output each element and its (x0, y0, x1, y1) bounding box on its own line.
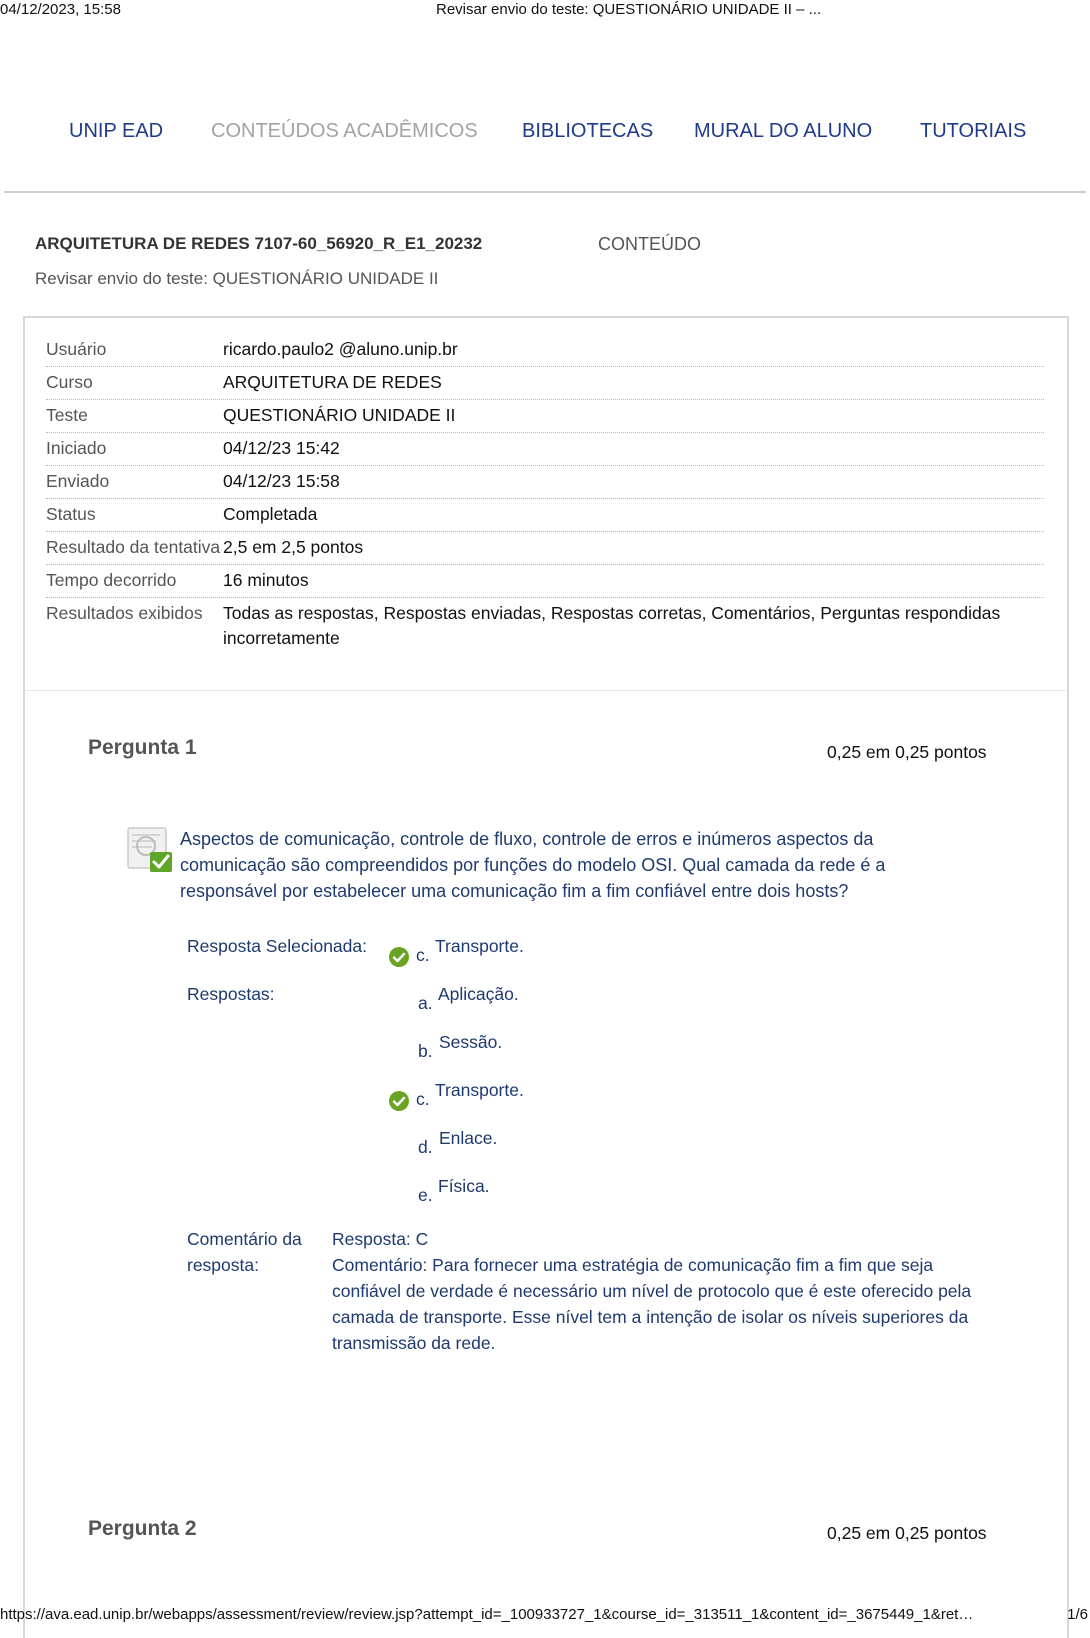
info-value: 04/12/23 15:58 (223, 471, 340, 491)
option-d-letter: d. (418, 1137, 433, 1157)
correct-check-icon (388, 946, 410, 968)
nav-mural-do-aluno[interactable]: MURAL DO ALUNO (694, 120, 873, 142)
selected-answer-letter: c. (416, 945, 430, 965)
comment-answer: Resposta: C (332, 1229, 429, 1249)
info-value: Completada (223, 504, 318, 524)
info-value: 04/12/23 15:42 (223, 438, 340, 458)
selected-answer-text: Transporte. (435, 936, 524, 956)
info-label: Enviado (46, 471, 110, 491)
info-label: Usuário (46, 339, 107, 359)
question-2-points: 0,25 em 0,25 pontos (827, 1523, 987, 1543)
question-1-points: 0,25 em 0,25 pontos (827, 742, 987, 762)
info-row-test (46, 400, 1044, 433)
option-d-text: Enlace. (439, 1128, 498, 1148)
question-1-text: Aspectos de comunicação, controle de fluxo, controle de erros e inúmeros aspectos da comunicação são compreendidos por funções do modelo OSI. Qual camada da rede é a responsável por estabelecer uma comunicação fim a fim confiável entre dois hosts? (180, 829, 886, 901)
print-page-number: 1/6 (1067, 1606, 1088, 1623)
nav-divider (4, 191, 1086, 193)
info-label: Status (46, 504, 96, 524)
info-divider (24, 690, 1066, 691)
info-label: Teste (46, 405, 88, 425)
info-row-user (46, 334, 1044, 367)
info-value: Todas as respostas, Respostas enviadas, Respostas corretas, Comentários, Perguntas respondidas incorretamente (223, 603, 1001, 648)
breadcrumb-course[interactable]: ARQUITETURA DE REDES 7107-60_56920_R_E1_20232 (35, 234, 483, 253)
info-value: 16 minutos (223, 570, 309, 590)
correct-question-icon (126, 826, 174, 874)
option-a-text: Aplicação. (438, 984, 519, 1004)
comment-text: Comentário: Para fornecer uma estratégia de comunicação fim a fim que seja confiável de verdade é necessário um nível de protocolo que é este oferecido pela camada de transporte. Esse nível tem a intenção de isolar os níveis superiores da transmissão da rede. (332, 1255, 972, 1353)
info-value: ricardo.paulo2 @aluno.unip.br (223, 339, 458, 359)
info-label: Iniciado (46, 438, 107, 458)
option-c-letter: c. (416, 1089, 430, 1109)
option-c-text: Transporte. (435, 1080, 524, 1100)
info-label: Resultado da tentativa (46, 537, 221, 557)
info-value: QUESTIONÁRIO UNIDADE II (223, 405, 456, 425)
question-2-title: Pergunta 2 (88, 1517, 197, 1540)
info-label: Curso (46, 372, 93, 392)
nav-bibliotecas[interactable]: BIBLIOTECAS (522, 120, 654, 142)
info-value: 2,5 em 2,5 pontos (223, 537, 364, 557)
page-title: Revisar envio do teste: QUESTIONÁRIO UNIDADE II (35, 269, 439, 288)
nav-conteudos-academicos[interactable]: CONTEÚDOS ACADÊMICOS (211, 120, 478, 142)
info-value: ARQUITETURA DE REDES (223, 372, 442, 392)
print-page-title: Revisar envio do teste: QUESTIONÁRIO UNIDADE II – ... (436, 1, 822, 18)
info-row-results-shown (46, 598, 1044, 655)
print-datetime: 04/12/2023, 15:58 (0, 1, 121, 18)
info-row-elapsed (46, 565, 1044, 598)
print-footer (0, 1606, 1090, 1628)
nav-tutoriais[interactable]: TUTORIAIS (920, 120, 1027, 142)
info-label: Resultados exibidos (46, 603, 203, 623)
info-row-course (46, 367, 1044, 400)
option-a-letter: a. (418, 993, 433, 1013)
selected-answer-label: Resposta Selecionada: (187, 936, 367, 956)
correct-check-icon (388, 1090, 410, 1112)
info-row-result (46, 532, 1044, 565)
info-row-submitted (46, 466, 1044, 499)
print-url: https://ava.ead.unip.br/webapps/assessment/review/review.jsp?attempt_id=_100933727_1&course_id=_313511_1&content_id=_3675449_1&ret… (0, 1606, 974, 1623)
question-1-title: Pergunta 1 (88, 736, 197, 759)
comment-body (332, 1226, 972, 1356)
info-row-started (46, 433, 1044, 466)
breadcrumb-content[interactable]: CONTEÚDO (598, 234, 701, 254)
top-nav (0, 116, 1090, 152)
option-e-letter: e. (418, 1185, 433, 1205)
answers-label: Respostas: (187, 984, 275, 1004)
option-b-letter: b. (418, 1041, 433, 1061)
option-e-text: Física. (438, 1176, 490, 1196)
info-row-status (46, 499, 1044, 532)
info-label: Tempo decorrido (46, 570, 177, 590)
attempt-info-table (46, 334, 1044, 655)
print-header (0, 0, 1090, 22)
nav-unip-ead[interactable]: UNIP EAD (69, 120, 164, 142)
option-b-text: Sessão. (439, 1032, 503, 1052)
comment-label: Comentário da resposta: (187, 1229, 302, 1275)
